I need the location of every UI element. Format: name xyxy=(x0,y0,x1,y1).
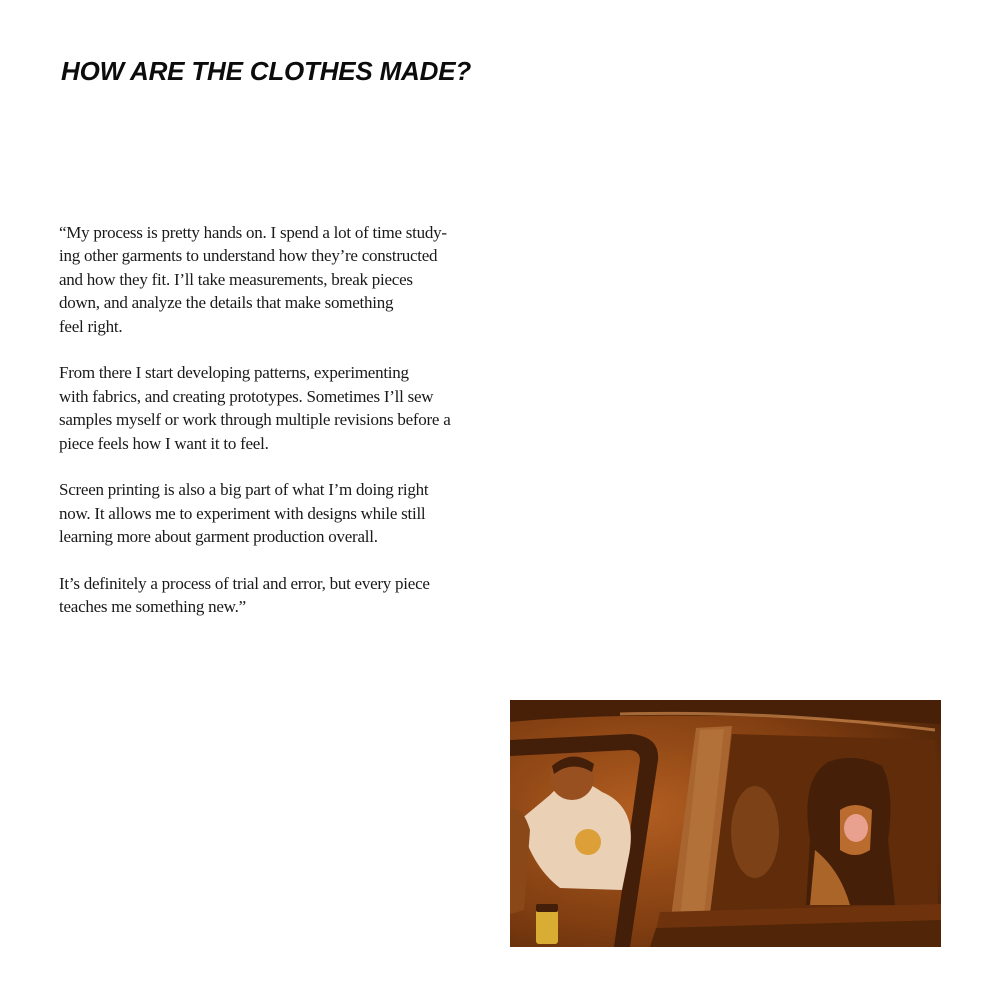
line: feel right. xyxy=(59,316,123,336)
paragraph-4 xyxy=(59,572,499,619)
car-photo-illustration xyxy=(510,700,941,947)
line: “My process is pretty hands on. I spend a lot of time study- xyxy=(59,223,447,242)
line: It’s definitely a process of trial and error, but every piece xyxy=(59,574,430,594)
line: samples myself or work through multiple revisions before a xyxy=(59,410,451,430)
line: with fabrics, and creating prototypes. Sometimes I’ll sew xyxy=(59,386,434,406)
film-tint xyxy=(510,700,941,947)
paragraph-2 xyxy=(59,361,499,455)
line: and how they fit. I’ll take measurements, break pieces xyxy=(59,269,413,289)
line: ing other garments to understand how they’re constructed xyxy=(59,246,438,266)
line: Screen printing is also a big part of what I’m doing right xyxy=(59,480,429,500)
line: From there I start developing patterns, experimenting xyxy=(59,363,409,383)
line: now. It allows me to experiment with designs while still xyxy=(59,503,426,523)
paragraph-3 xyxy=(59,478,499,548)
page-title: HOW ARE THE CLOTHES MADE? xyxy=(61,56,472,86)
car-photo xyxy=(510,700,941,947)
line: piece feels how I want it to feel. xyxy=(59,433,269,453)
paragraph-1 xyxy=(59,221,499,338)
line: down, and analyze the details that make something xyxy=(59,293,394,313)
interview-quote xyxy=(59,221,499,642)
line: learning more about garment production overall. xyxy=(59,527,378,547)
line: teaches me something new.” xyxy=(59,597,246,617)
